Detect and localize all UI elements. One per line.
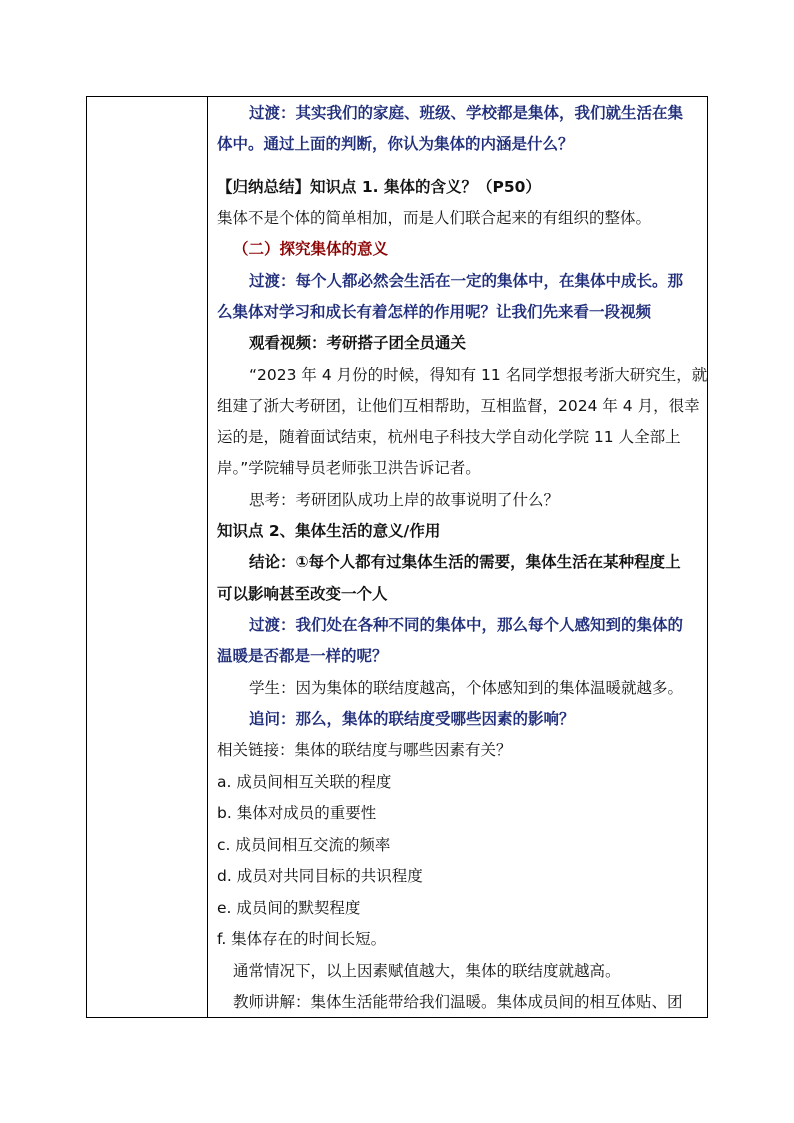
transition-1-line-1: 过渡：其实我们的家庭、班级、学校都是集体，我们就生活在集 (249, 104, 684, 122)
transition-2-line-2: 么集体对学习和成长有着怎样的作用呢？让我们先来看一段视频 (217, 303, 652, 321)
quote-line-1: “2023 年 4 月份的时候，得知有 11 名同学想报考浙大研究生，就 (249, 366, 708, 384)
column-divider (207, 97, 208, 1017)
summary-text: 集体不是个体的简单相加，而是人们联合起来的有组织的整体。 (217, 209, 652, 227)
follow-up-question: 追问：那么，集体的联结度受哪些因素的影响？ (249, 710, 575, 728)
section-2-heading: （二）探究集体的意义 (233, 240, 389, 258)
student-answer: 学生：因为集体的联结度越高，个体感知到的集体温暖就越多。 (249, 679, 684, 697)
factor-a: a. 成员间相互关联的程度 (217, 773, 392, 791)
quote-line-3: 运的是，随着面试结束，杭州电子科技大学自动化学院 11 人全部上 (217, 428, 681, 446)
quote-line-4: 岸。”学院辅导员老师张卫洪告诉记者。 (217, 459, 481, 477)
quote-line-2: 组建了浙大考研团，让他们互相帮助，互相监督，2024 年 4 月，很幸 (217, 397, 700, 415)
teacher-explanation: 教师讲解：集体生活能带给我们温暖。集体成员间的相互体贴、团 (233, 993, 683, 1011)
related-link: 相关链接：集体的联结度与哪些因素有关？ (217, 741, 512, 759)
video-title: 观看视频：考研搭子团全员通关 (249, 334, 467, 352)
transition-3-line-2: 温暖是否都是一样的呢？ (217, 647, 388, 665)
transition-2-line-1: 过渡：每个人都必然会生活在一定的集体中，在集体中成长。那 (249, 272, 684, 290)
transition-1-line-2: 体中。通过上面的判断，你认为集体的内涵是什么？ (217, 135, 574, 153)
knowledge-point-2: 知识点 2、集体生活的意义/作用 (217, 522, 441, 540)
factor-c: c. 成员间相互交流的频率 (217, 836, 391, 854)
think-question: 思考：考研团队成功上岸的故事说明了什么？ (249, 491, 560, 509)
normally-statement: 通常情况下，以上因素赋值越大，集体的联结度就越高。 (233, 962, 621, 980)
conclusion-line-1: 结论：①每个人都有过集体生活的需要，集体生活在某种程度上 (249, 553, 681, 571)
lesson-table (86, 96, 708, 1018)
factor-b: b. 集体对成员的重要性 (217, 804, 377, 822)
summary-heading: 【归纳总结】知识点 1. 集体的含义？（P50） (217, 178, 541, 196)
factor-f: f. 集体存在的时间长短。 (217, 930, 387, 948)
conclusion-line-2: 可以影响甚至改变一个人 (217, 585, 388, 603)
factor-d: d. 成员对共同目标的共识程度 (217, 867, 423, 885)
factor-e: e. 成员间的默契程度 (217, 899, 361, 917)
transition-3-line-1: 过渡：我们处在各种不同的集体中，那么每个人感知到的集体的 (249, 616, 684, 634)
